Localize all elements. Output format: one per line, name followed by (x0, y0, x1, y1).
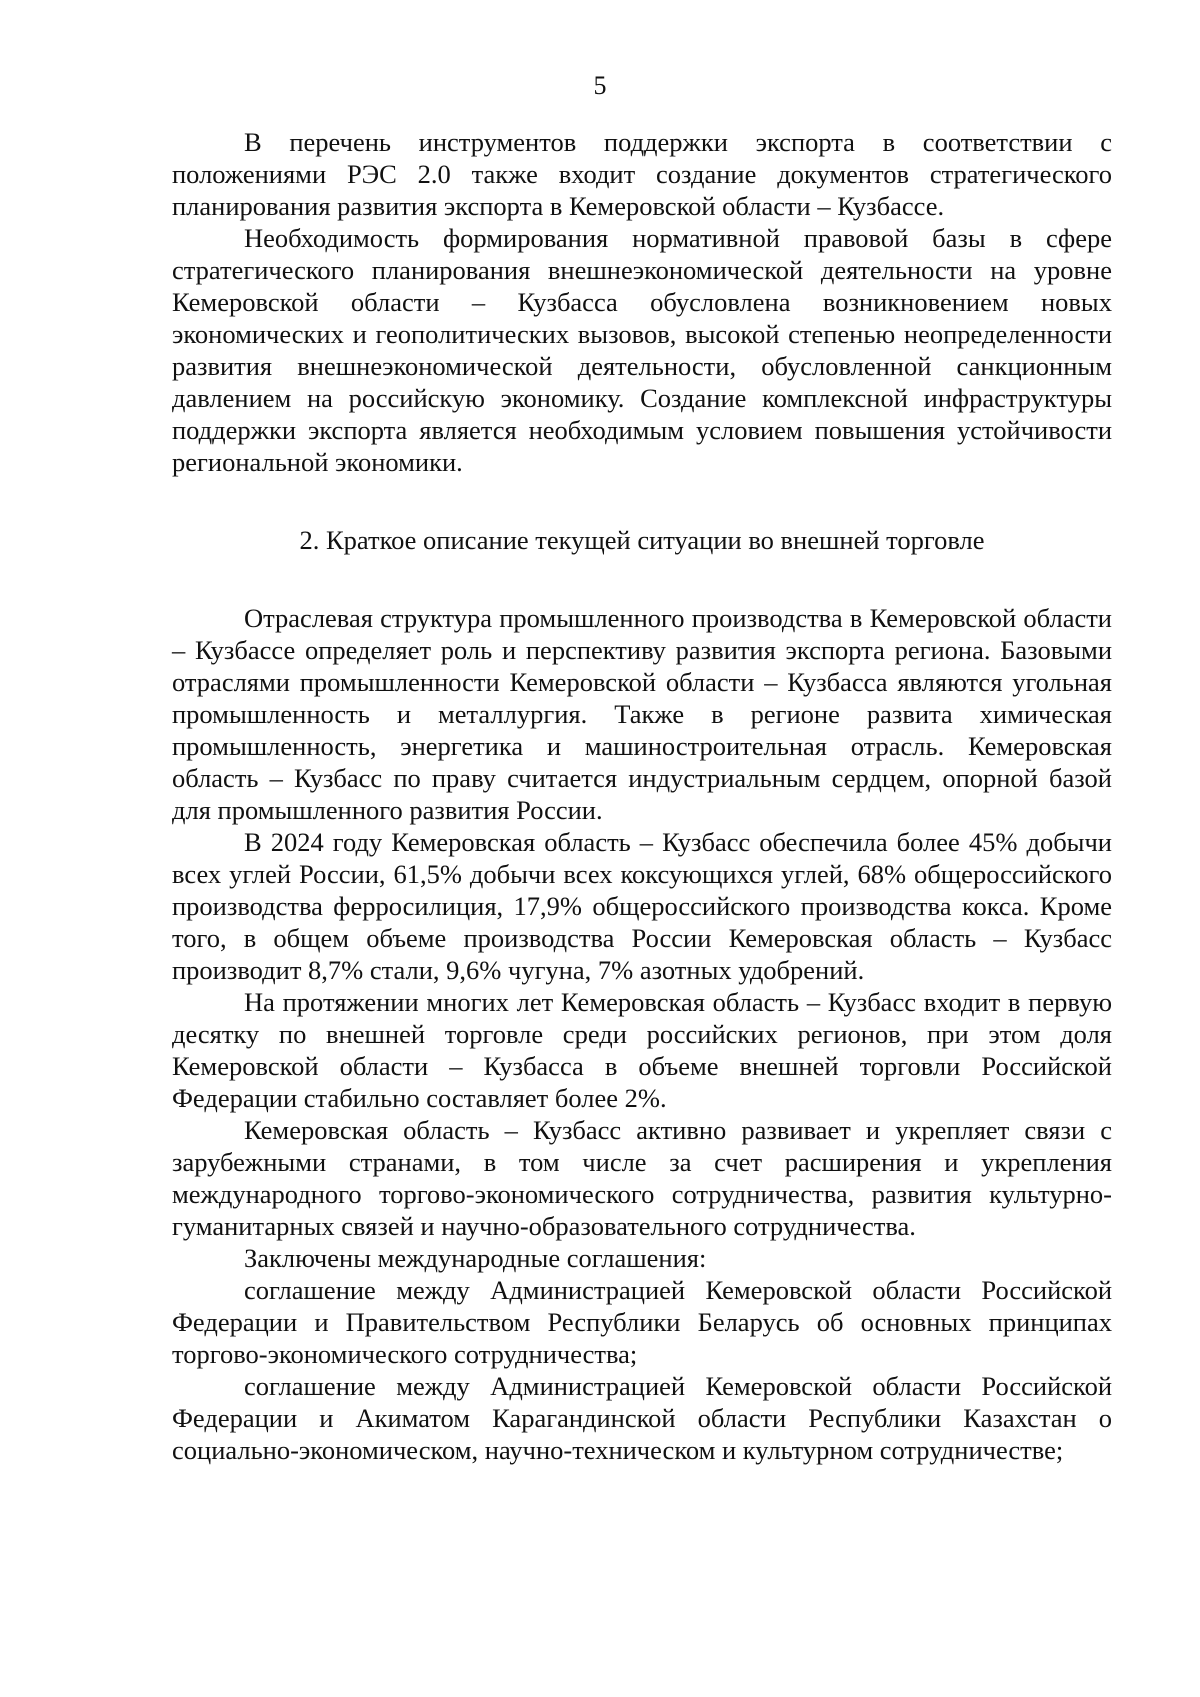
document-body (172, 126, 1112, 1466)
paragraph-industry-structure: Отраслевая структура промышленного производства в Кемеровской области – Кузбассе определяет роль и перспективу развития экспорта региона. Базовыми отраслями промышленности Кемеровской области – Кузбасса являются угольная промышленность и металлургия. Также в регионе развита химическая промышленность, энергетика и машиностроительная отрасль. Кемеровская область – Кузбасс по праву считается индустриальным сердцем, опорной базой для промышленного развития России. (172, 603, 1112, 825)
section-heading: 2. Краткое описание текущей ситуации во внешней торговле (299, 525, 985, 555)
page-number: 5 (593, 71, 607, 100)
paragraph-legal-framework: Необходимость формирования нормативной правовой базы в сфере стратегического планирования внешнеэкономической деятельности на уровне Кемеровской области – Кузбасса обусловлена возникновением новых экономических и геополитических вызовов, высокой степенью неопределенности развития внешнеэкономической деятельности, обусловленной санкционным давлением на российскую экономику. Создание комплексной инфраструктуры поддержки экспорта является необходимым условием повышения устойчивости региональной экономики. (172, 223, 1112, 477)
paragraph-production-2024: В 2024 году Кемеровская область – Кузбасс обеспечила более 45% добычи всех углей России, 61,5% добычи всех коксующихся углей, 68% общероссийского производства ферросилиция, 17,9% общероссийского производства кокса. Кроме того, в общем объеме производства России Кемеровская область – Кузбасс производит 8,7% стали, 9,6% чугуна, 7% азотных удобрений. (172, 827, 1112, 985)
paragraph-agreements-intro: Заключены международные соглашения: (244, 1243, 707, 1273)
list-item-agreement-karaganda: соглашение между Администрацией Кемеровской области Российской Федерации и Акиматом Карагандинской области Республики Казахстан о социально-экономическом, научно-техническом и культурном сотрудничестве; (172, 1371, 1112, 1465)
list-item-agreement-belarus: соглашение между Администрацией Кемеровской области Российской Федерации и Правительством Республики Беларусь об основных принципах торгово-экономического сотрудничества; (172, 1275, 1112, 1369)
paragraph-export-tools: В перечень инструментов поддержки экспорта в соответствии с положениями РЭС 2.0 также входит создание документов стратегического планирования развития экспорта в Кемеровской области – Кузбассе. (172, 127, 1112, 221)
paragraph-international-ties: Кемеровская область – Кузбасс активно развивает и укрепляет связи с зарубежными странами, в том числе за счет расширения и укрепления международного торгово-экономического сотрудничества, развития культурно-гуманитарных связей и научно-образовательного сотрудничества. (172, 1115, 1112, 1241)
paragraph-foreign-trade-share: На протяжении многих лет Кемеровская область – Кузбасс входит в первую десятку по внешней торговле среди российских регионов, при этом доля Кемеровской области – Кузбасса в объеме внешней торговли Российской Федерации стабильно составляет более 2%. (172, 987, 1112, 1113)
